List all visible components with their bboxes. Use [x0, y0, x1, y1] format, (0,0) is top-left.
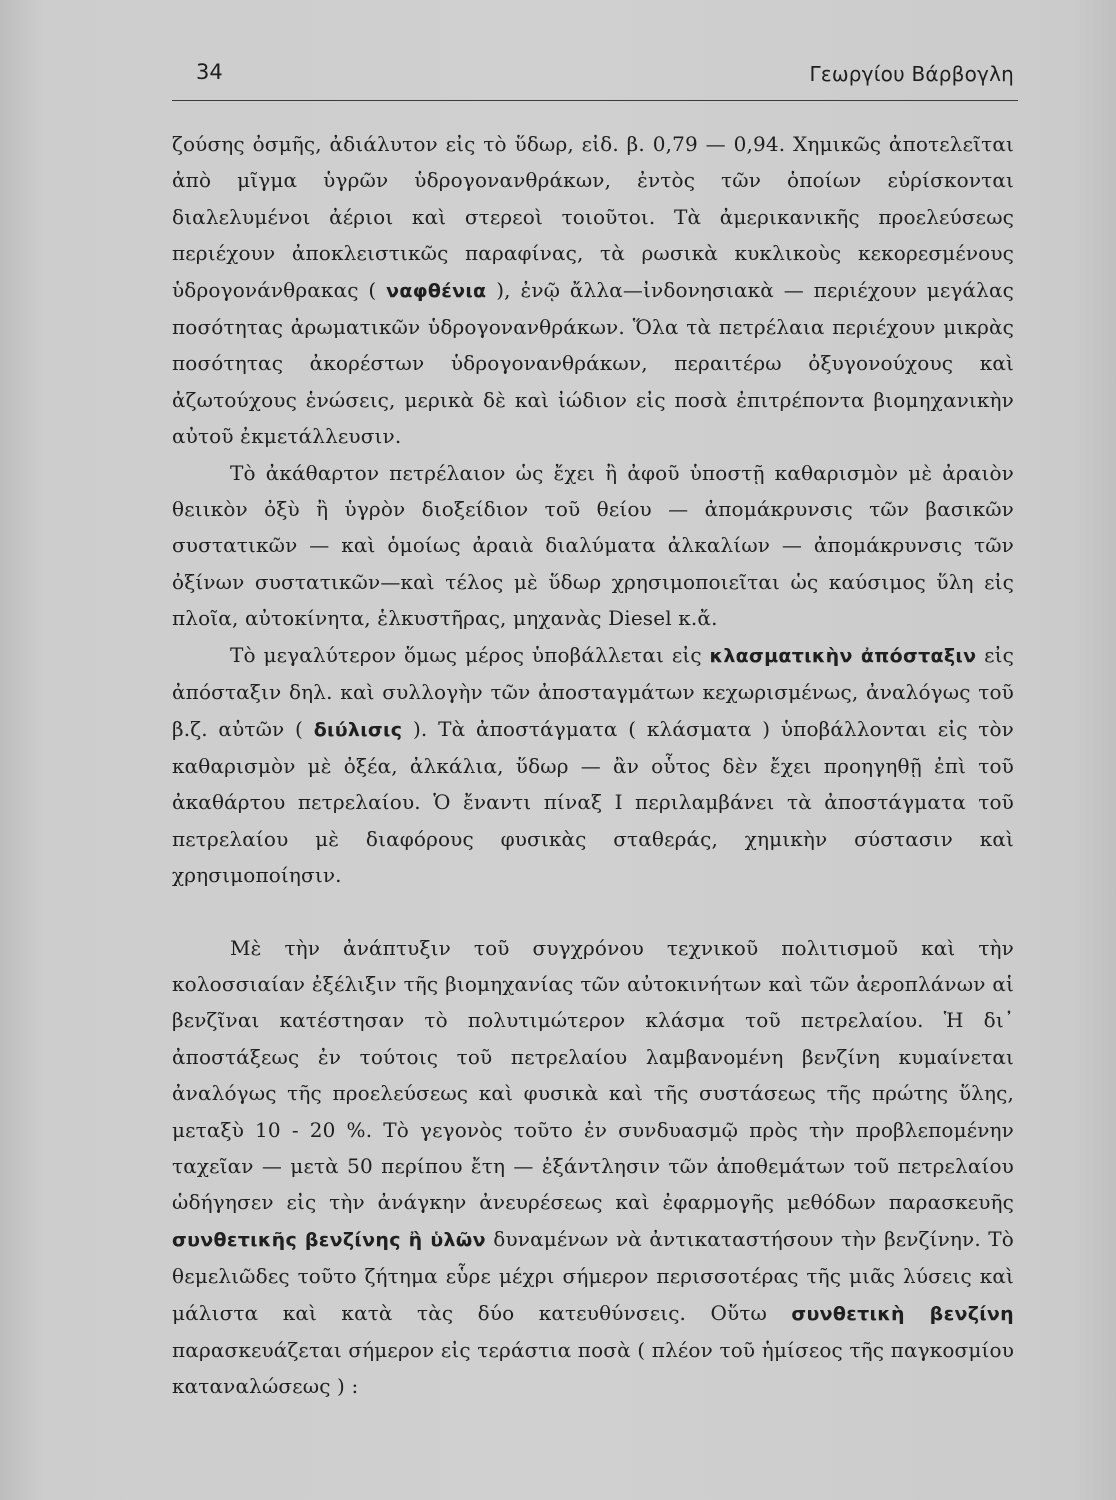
- paragraph: [172, 930, 1014, 1405]
- emphasized-term: συνθετικὴ βενζίνη: [791, 1302, 1014, 1325]
- text-run: Τὸ ἀκάθαρτον πετρέλαιον ὡς ἔχει ἢ ἀφοῦ ὑποστῇ καθαρισμὸν μὲ ἀραιὸν θειικὸν ὀξὺ ἢ ὑγρὸν διοξείδιον τοῦ θείου — ἀπομάκρυνσις τῶν βασικῶν συστατικῶν — καὶ ὁμοίως ἀραιὰ διαλύματα ἀλκαλίων — ἀπομάκρυνσις τῶν ὀξίνων συστατικῶν—καὶ τέλος μὲ ὕδωρ χρησιμοποιεῖται ὡς καύσιμος ὕλη εἰς πλοῖα, αὐτοκίνητα, ἑλκυστῆρας, μηχανὰς Diesel κ.ἄ.: [172, 460, 1014, 631]
- text-run: εἰς ἀπόσταξιν δηλ. καὶ συλλογὴν τῶν ἀποσταγμάτων κεχωρισμένως, ἀναλόγως τοῦ β.ζ. αὐτῶν (: [172, 642, 1014, 741]
- emphasized-term: συνθετικῆς βενζίνης ἢ ὑλῶν: [172, 1228, 486, 1251]
- paragraph: [172, 637, 1014, 894]
- emphasized-term: κλασματικὴν ἀπόσταξιν: [709, 644, 977, 667]
- text-run: παρασκευάζεται σήμερον εἰς τεράστια ποσὰ ( πλέον τοῦ ἡμίσεος τῆς παγκοσμίου καταναλώσεως ) :: [172, 1338, 1014, 1399]
- running-head-author: Γεωργίου Βάρβογλη: [809, 62, 1014, 86]
- text-run: Τὸ μεγαλύτερον ὅμως μέρος ὑποβάλλεται εἰς: [230, 642, 710, 667]
- page-header: [172, 56, 1018, 101]
- emphasized-term: ναφθένια: [386, 279, 487, 302]
- body-text: [172, 126, 1014, 1405]
- page-number: 34: [196, 60, 223, 84]
- paragraph: [172, 455, 1014, 637]
- text-run: Μὲ τὴν ἀνάπτυξιν τοῦ συγχρόνου τεχνικοῦ πολιτισμοῦ καὶ τὴν κολοσσιαίαν ἐξέλιξιν τῆς βιομηχανίας τῶν αὐτοκινήτων καὶ τῶν ἀεροπλάνων αἱ βενζῖναι κατέστησαν τὸ πολυτιμώτερον κλάσμα τοῦ πετρελαίου. Ἡ δι᾽ ἀποστάξεως ἐν τούτοις τοῦ πετρελαίου λαμβανομένη βενζίνη κυμαίνεται ἀναλόγως τῆς προελεύσεως καὶ φυσικὰ καὶ τῆς συστάσεως τῆς πρώτης ὕλης, μεταξὺ 10 - 20 %. Τὸ γεγονὸς τοῦτο ἐν συνδυασμῷ πρὸς τὴν προβλεπομένην ταχεῖαν — μετὰ 50 περίπου ἔτη — ἐξάντλησιν τῶν ἀποθεμάτων τοῦ πετρελαίου ὡδήγησεν εἰς τὴν ἀνάγκην ἀνευρέσεως καὶ ἐφαρμογῆς μεθόδων παρασκευῆς: [172, 935, 1014, 1215]
- paragraph: [172, 126, 1014, 455]
- text-run: ζούσης ὀσμῆς, ἀδιάλυτον εἰς τὸ ὕδωρ, εἰδ. β. 0,79 — 0,94. Χημικῶς ἀποτελεῖται ἀπὸ μῖγμα ὑγρῶν ὑδρογονανθράκων, ἐντὸς τῶν ὁποίων εὑρίσκονται διαλελυμένοι ἀέριοι καὶ στερεοὶ τοιοῦτοι. Τὰ ἀμερικανικῆς προελεύσεως περιέχουν ἀποκλειστικῶς παραφίνας, τὰ ρωσικὰ κυκλικοὺς κεκορεσμένους ὑδρογονάνθρακας (: [172, 132, 1014, 302]
- text-run: ), ἐνῷ ἄλλα—ἰνδονησιακὰ — περιέχουν μεγάλας ποσότητας ἀρωματικῶν ὑδρογονανθράκων. Ὅλα τὰ πετρέλαια περιέχουν μικρὰς ποσότητας ἀκορέστων ὑδρογονανθράκων, περαιτέρω ὀξυγονούχους καὶ ἀζωτούχους ἑνώσεις, μερικὰ δὲ καὶ ἰώδιον εἰς ποσὰ ἐπιτρέποντα βιομηχανικὴν αὐτοῦ ἐκμετάλλευσιν.: [172, 277, 1014, 449]
- emphasized-term: διύλισις: [313, 718, 403, 741]
- text-run: δυναμένων νὰ ἀντικαταστήσουν τὴν βενζίνην. Τὸ θεμελιῶδες τοῦτο ζήτημα εὗρε μέχρι σήμερον περισσοτέρας τῆς μιᾶς λύσεις καὶ μάλιστα καὶ κατὰ τὰς δύο κατευθύνσεις. Οὕτω: [172, 1226, 1014, 1325]
- text-run: ). Τὰ ἀποστάγματα ( κλάσματα ) ὑποβάλλονται εἰς τὸν καθαρισμὸν μὲ ὀξέα, ἀλκάλια, ὕδωρ — ἂν οὗτος δὲν ἔχει προηγηθῇ ἐπὶ τοῦ ἀκαθάρτου πετρελαίου. Ὁ ἔναντι πίναξ I περιλαμβάνει τὰ ἀποστάγματα τοῦ πετρελαίου μὲ διαφόρους φυσικὰς σταθεράς, χημικὴν σύστασιν καὶ χρησιμοποίησιν.: [172, 716, 1014, 888]
